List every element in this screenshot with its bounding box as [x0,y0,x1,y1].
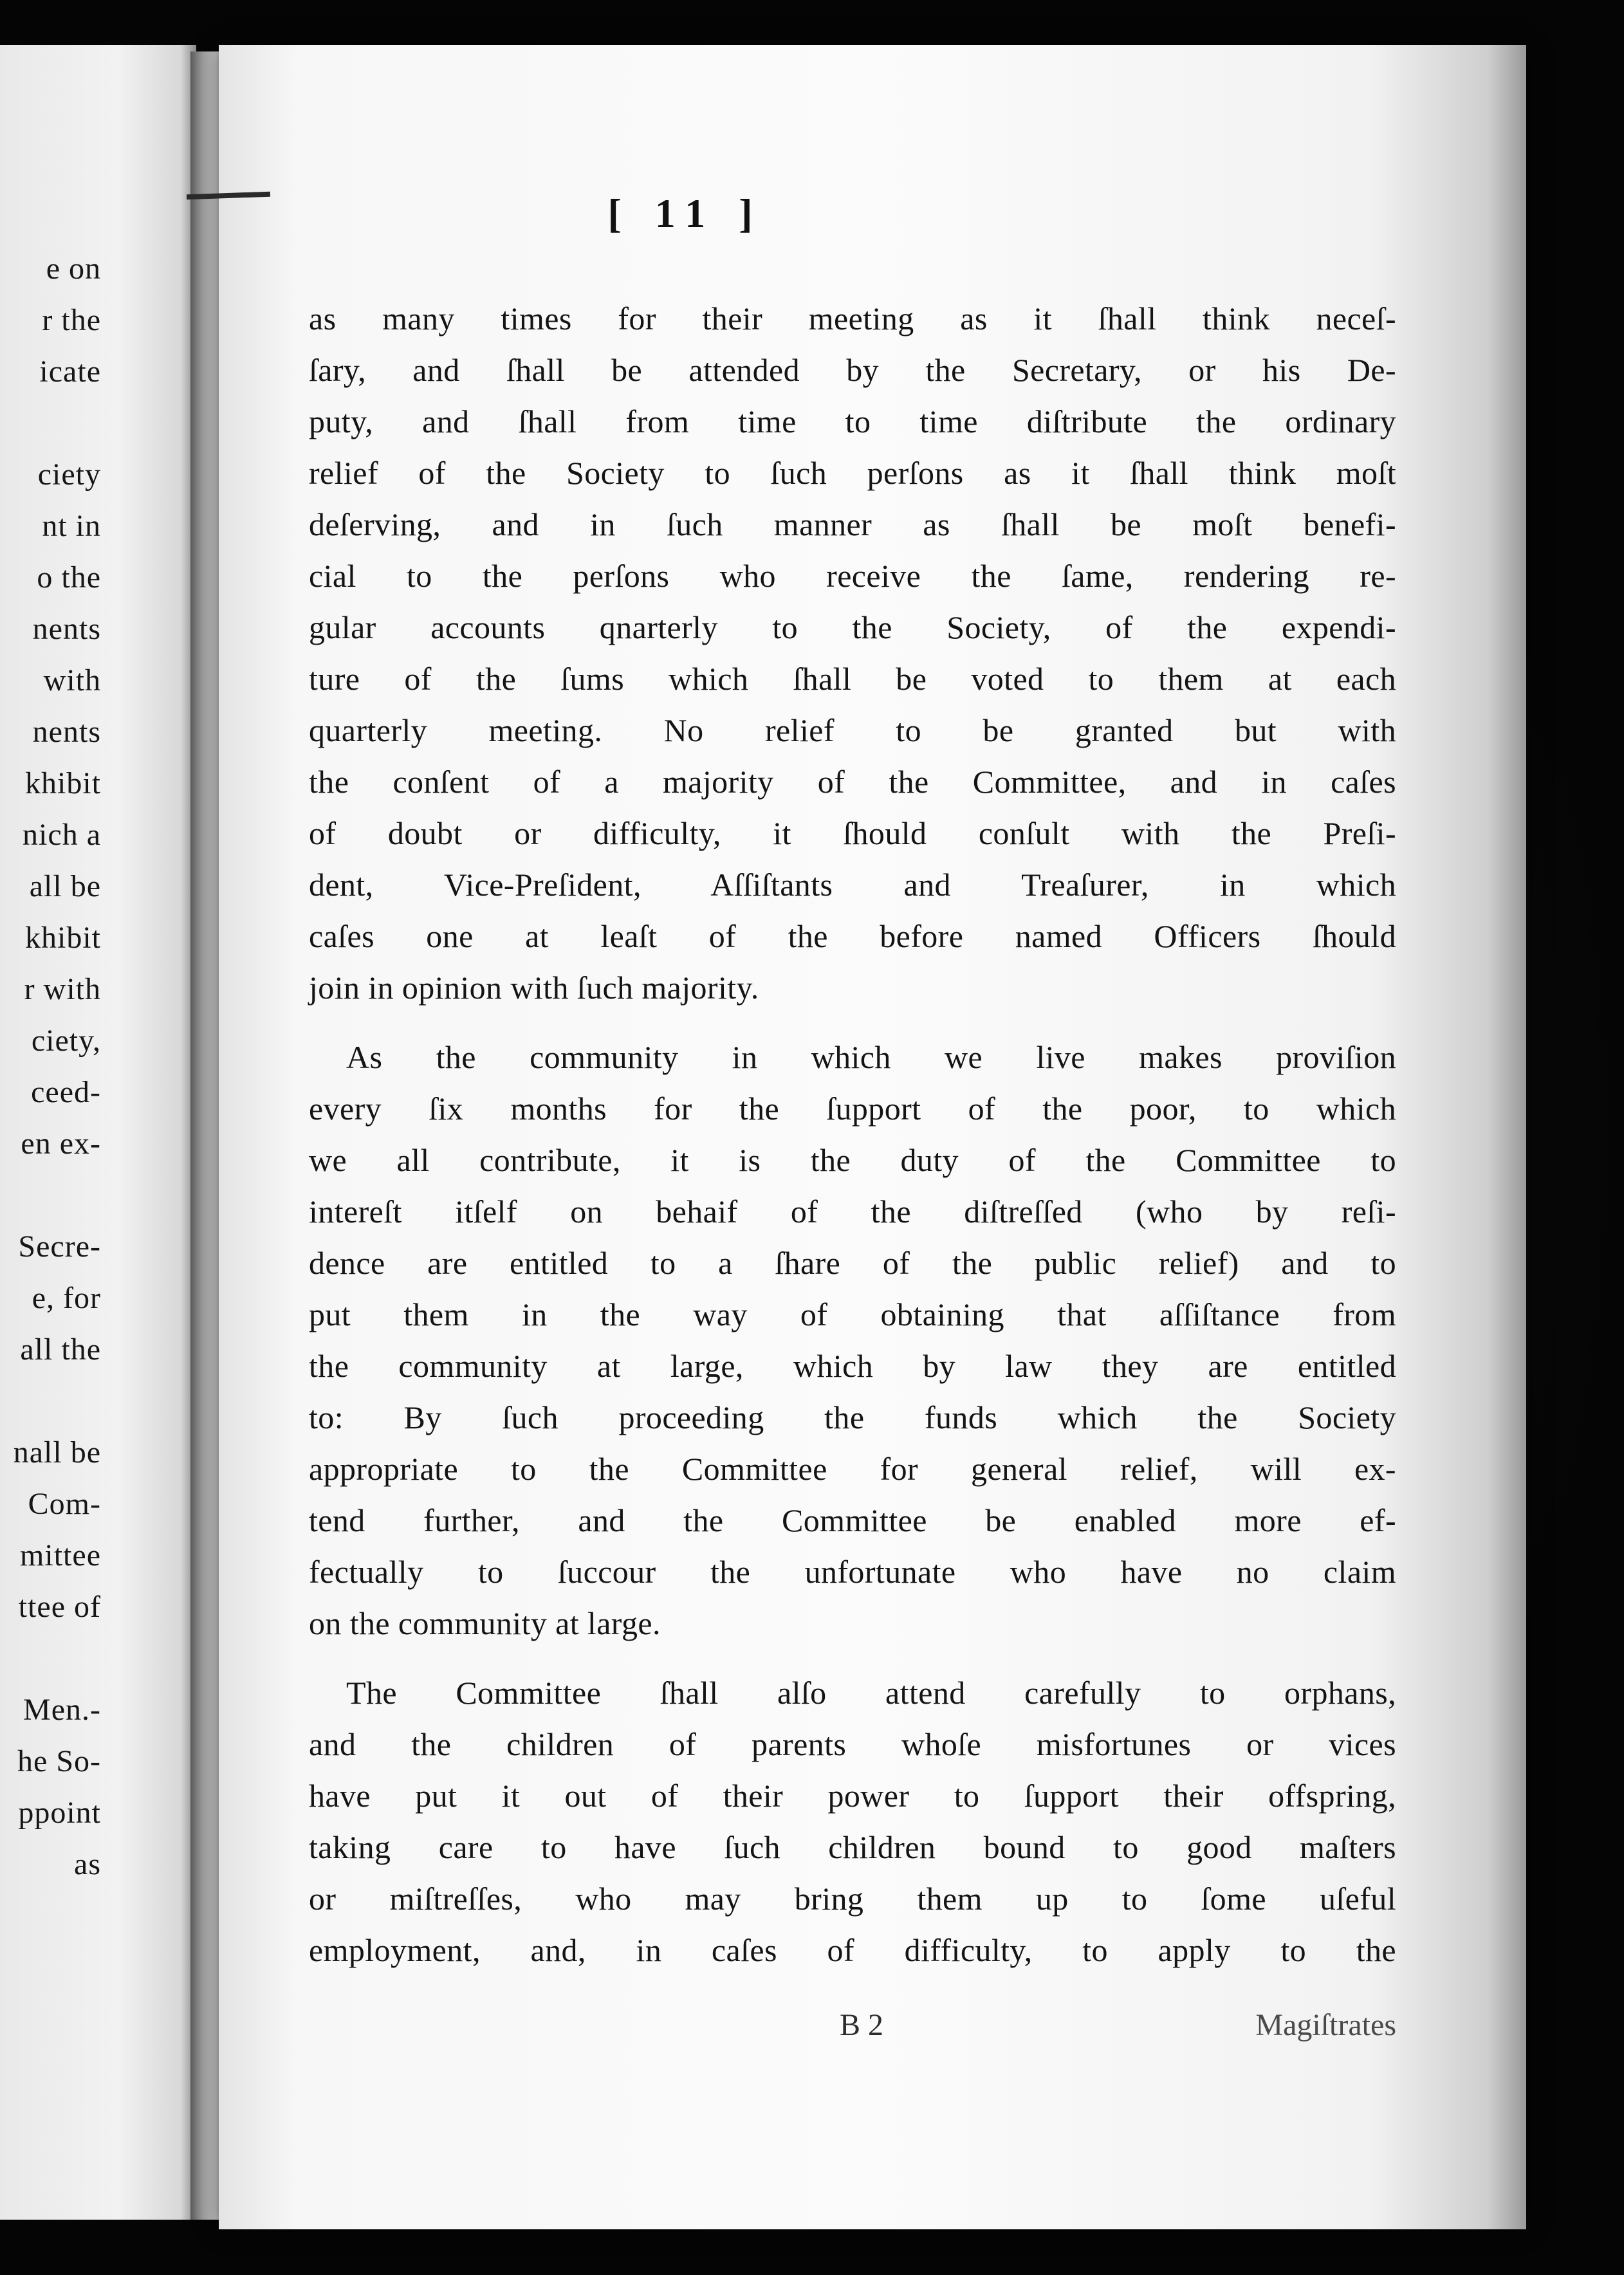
text-line: puty, and ſhall from time to time diſtribute the ordinary [309,403,1396,439]
body-text [309,293,1396,1976]
page-footer [309,2007,1396,2052]
left-page-line: with [43,663,101,697]
text-line: to: By ſuch proceeding the funds which the Society [309,1399,1396,1435]
left-page-line: nents [32,612,101,646]
left-page-line: Com- [28,1487,101,1521]
text-line: taking care to have ſuch children bound to good maſters [309,1829,1396,1865]
left-page-line: ceed- [31,1075,101,1109]
text-line: tend further, and the Committee be enabled more ef- [309,1502,1396,1538]
left-page-line: ppoint [18,1796,101,1830]
left-page-line: khibit [24,921,101,955]
text-line: the conſent of a majority of the Committee, and in caſes [309,764,1396,800]
paragraph [309,1031,1396,1649]
left-page-line: all be [29,869,101,903]
text-line: we all contribute, it is the duty of the Committee to [309,1142,1396,1178]
left-facing-page [0,45,196,2220]
left-page-line: icate [39,355,101,389]
paragraph-gap [309,1013,1396,1031]
left-page-line: all the [20,1332,101,1367]
left-page-line: ciety, [31,1024,101,1058]
text-line: of doubt or difficulty, it ſhould conſult with the Preſi- [309,815,1396,851]
text-line: The Committee ſhall alſo attend carefully to orphans, [346,1675,1396,1711]
left-page-line: e, for [32,1281,101,1315]
text-line: the community at large, which by law they are entitled [309,1348,1396,1384]
left-page-line: as [74,1847,101,1881]
main-page [219,45,1526,2229]
left-page-line: mittee [20,1538,101,1572]
text-line: put them in the way of obtaining that aſſiſtance from [309,1296,1396,1332]
text-line: on the community at large. [309,1605,661,1641]
text-line: cial to the perſons who receive the ſame, rendering re- [309,558,1396,594]
paragraph-gap [309,1649,1396,1667]
left-page-line: nents [32,715,101,749]
text-line: join in opinion with ſuch majority. [309,970,759,1006]
left-page-line: nall be [13,1435,101,1469]
text-line: quarterly meeting. No relief to be granted but with [309,712,1396,748]
text-line: or miſtreſſes, who may bring them up to ſome uſeful [309,1881,1396,1917]
text-line: have put it out of their power to ſupport their offspring, [309,1778,1396,1814]
text-line: dence are entitled to a ſhare of the public relief) and to [309,1245,1396,1281]
paragraph [309,1667,1396,1976]
left-page-line: khibit [24,766,101,800]
text-line: relief of the Society to ſuch perſons as it ſhall think moſt [309,455,1396,491]
page-number: [ 11 ] [607,190,764,236]
left-page-line: r with [24,972,101,1006]
text-line: fectually to ſuccour the unfortunate who have no claim [309,1554,1396,1590]
left-page-line: r the [42,303,101,337]
left-page-line: Secre- [18,1230,101,1264]
left-page-line: ciety [37,457,101,492]
catchword: Magiſtrates [1255,2008,1396,2042]
text-line: as many times for their meeting as it ſhall think neceſ- [309,300,1396,336]
left-page-line: nt in [42,509,101,543]
text-line: every ſix months for the ſupport of the poor, to which [309,1091,1396,1127]
left-page-line: e on [46,252,101,286]
text-line: dent, Vice-Preſident, Aſſiſtants and Treaſurer, in which [309,867,1396,903]
text-line: appropriate to the Committee for general relief, will ex- [309,1451,1396,1487]
left-page-line: he So- [17,1744,101,1778]
left-page-line: en ex- [21,1127,101,1161]
paragraph [309,293,1396,1013]
text-line: As the community in which we live makes proviſion [346,1039,1396,1075]
left-page-line: o the [37,560,101,594]
text-line: ſary, and ſhall be attended by the Secretary, or his De- [309,352,1396,388]
text-line: deſerving, and in ſuch manner as ſhall be moſt benefi- [309,506,1396,542]
text-line: intereſt itſelf on behaif of the diſtreſſed (who by reſi- [309,1193,1396,1230]
left-page-line: ttee of [18,1590,101,1624]
text-line: caſes one at leaſt of the before named Officers ſhould [309,918,1396,954]
text-line: ture of the ſums which ſhall be voted to them at each [309,661,1396,697]
left-page-line: nich a [23,818,101,852]
text-line: employment, and, in caſes of difficulty, to apply to the [309,1932,1396,1968]
text-line: and the children of parents whoſe misfortunes or vices [309,1726,1396,1762]
left-page-line: Men.- [23,1693,101,1727]
signature-mark: B 2 [840,2008,884,2042]
text-line: gular accounts qnarterly to the Society, of the expendi- [309,609,1396,645]
